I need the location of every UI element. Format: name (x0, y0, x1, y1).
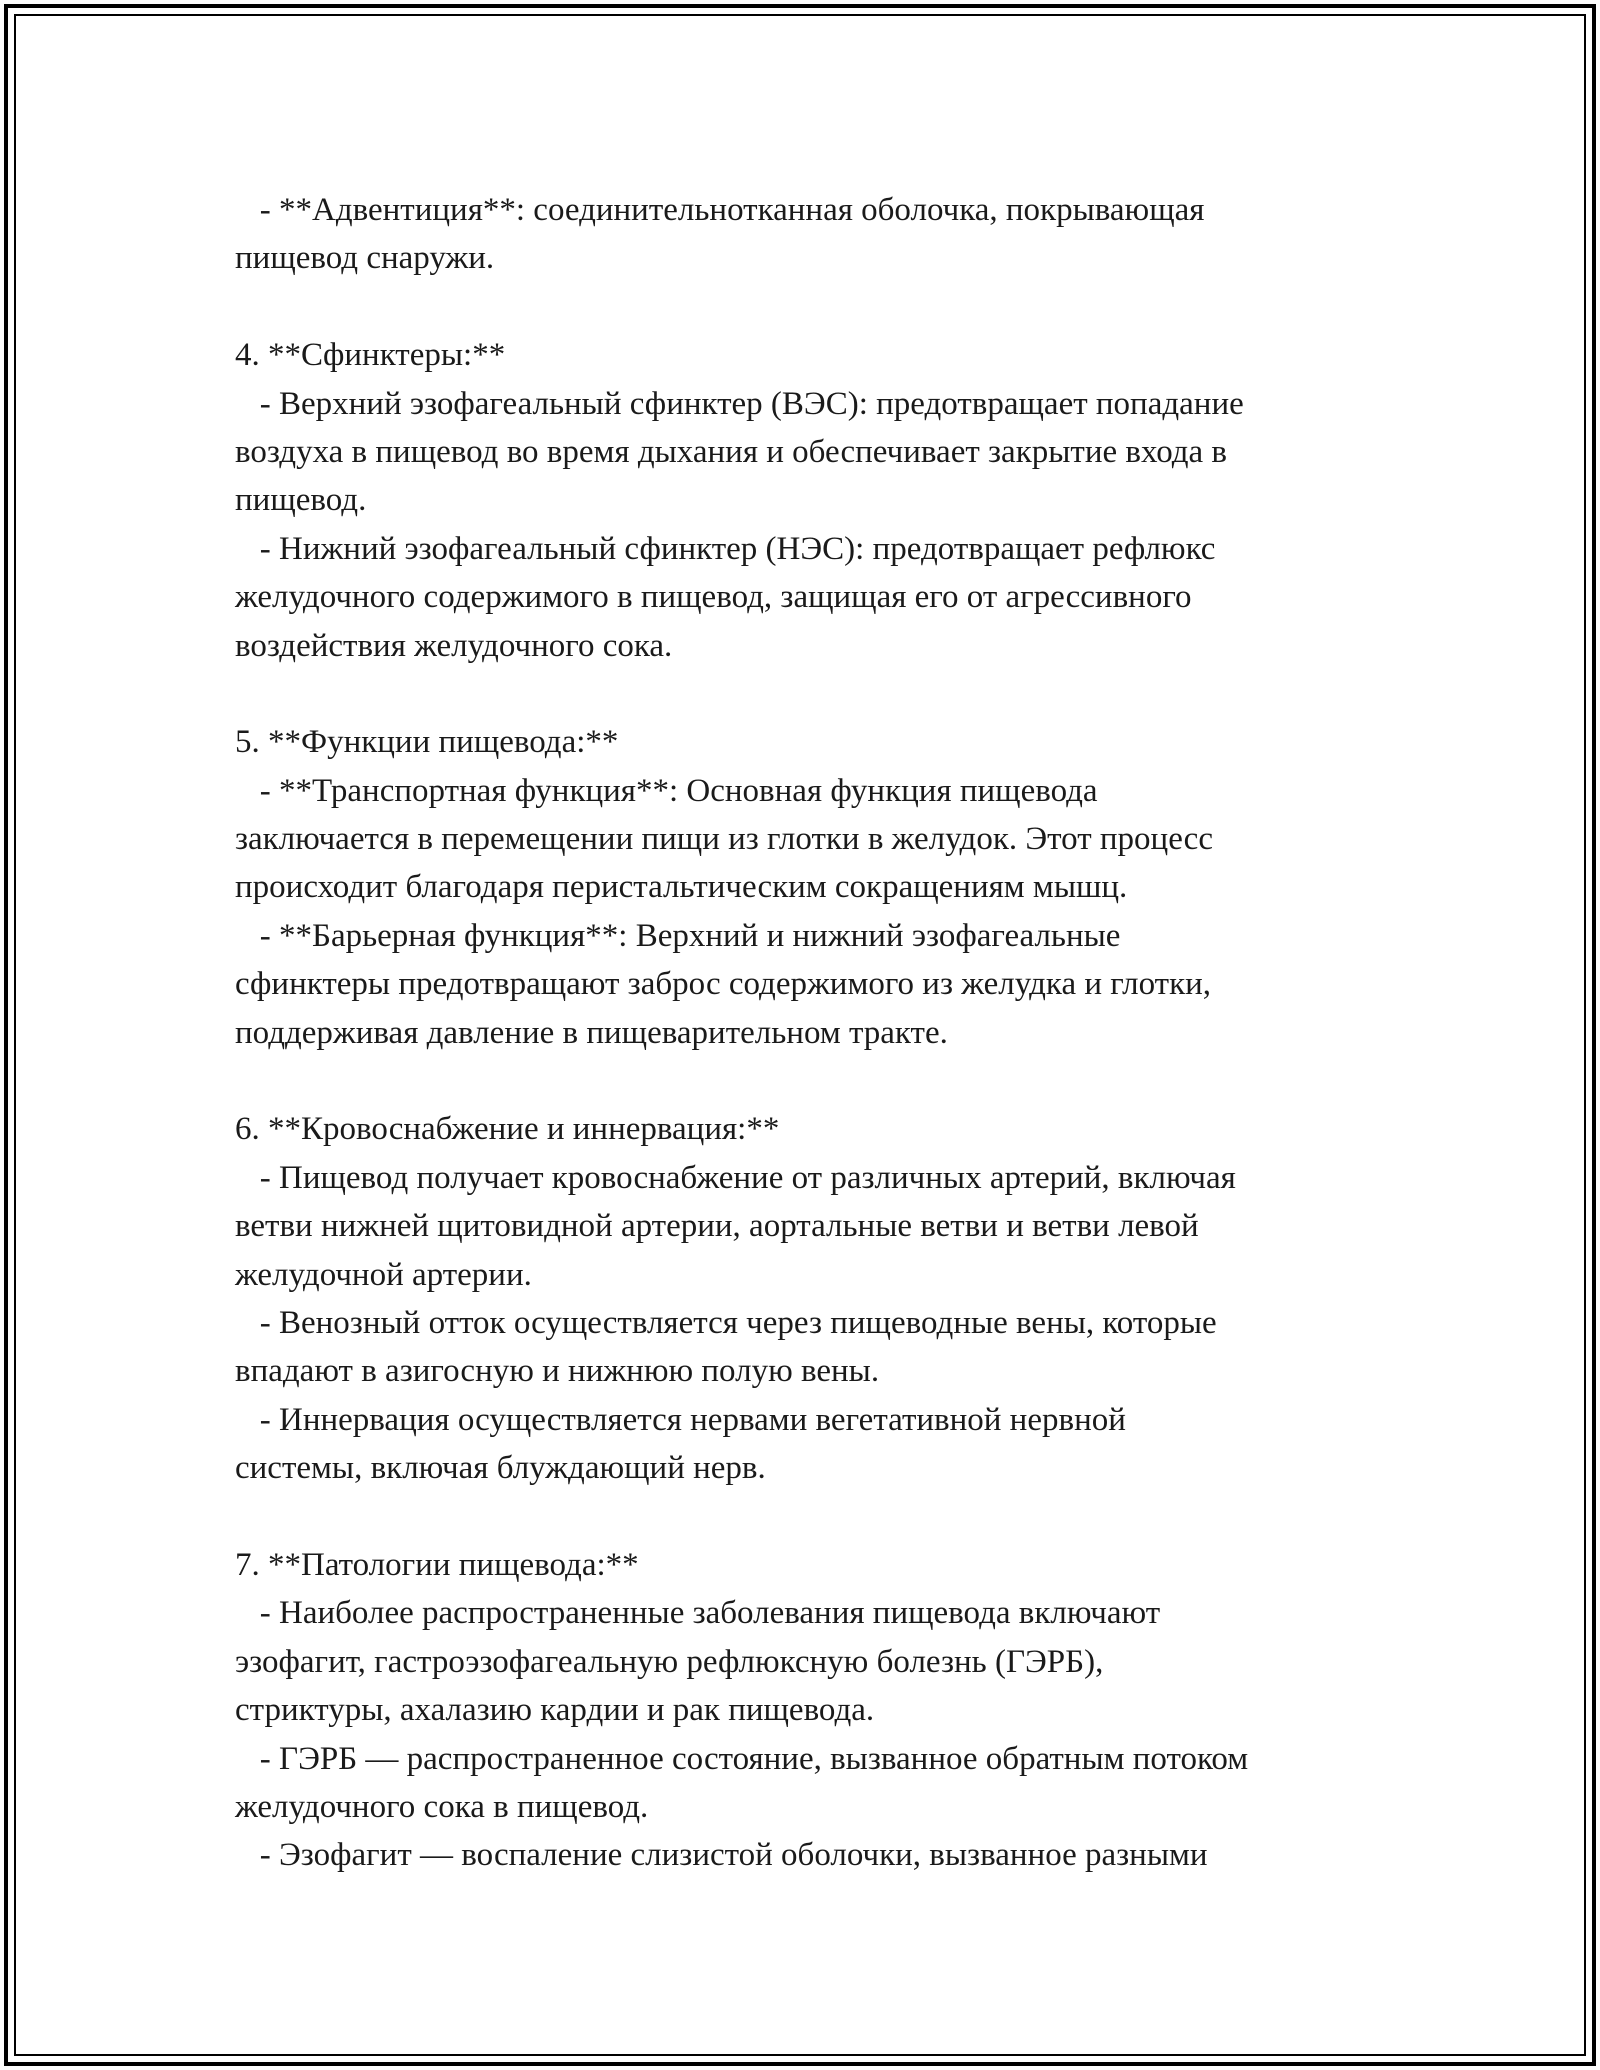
text-line: - Наиболее распространенные заболевания пищевода включают (235, 1595, 1161, 1632)
text-line: пищевод. (235, 482, 367, 519)
blank-line (235, 1057, 1415, 1105)
text-line: - **Барьерная функция**: Верхний и нижний эзофагеальные (235, 917, 1121, 954)
blank-line (235, 1493, 1415, 1541)
text-line: стриктуры, ахалазию кардии и рак пищевода. (235, 1692, 875, 1729)
text-line: системы, включая блуждающий нерв. (235, 1450, 766, 1487)
document-body (235, 186, 1415, 1880)
text-line: - Эзофагит — воспаление слизистой оболочки, вызванное разными (235, 1837, 1208, 1874)
text-line: впадают в азигосную и нижнюю полую вены. (235, 1353, 880, 1390)
text-line: воздуха в пищевод во время дыхания и обеспечивает закрытие входа в (235, 433, 1228, 470)
text-line: 4. **Сфинктеры:** (235, 337, 506, 374)
text-line: происходит благодаря перистальтическим сокращениям мышц. (235, 869, 1128, 906)
text-line: воздействия желудочного сока. (235, 627, 673, 664)
blank-line (235, 283, 1415, 331)
text-line: поддерживая давление в пищеварительном тракте. (235, 1014, 948, 1051)
text-line: - **Транспортная функция**: Основная функция пищевода (235, 772, 1098, 809)
text-line: желудочной артерии. (235, 1256, 532, 1293)
text-line: 6. **Кровоснабжение и иннервация:** (235, 1111, 780, 1148)
text-line: желудочного сока в пищевод. (235, 1788, 649, 1825)
text-line: ветви нижней щитовидной артерии, аортальные ветви и ветви левой (235, 1208, 1199, 1245)
text-line: - Пищевод получает кровоснабжение от различных артерий, включая (235, 1159, 1236, 1196)
text-line: - ГЭРБ — распространенное состояние, вызванное обратным потоком (235, 1740, 1249, 1777)
text-line: эзофагит, гастроэзофагеальную рефлюксную болезнь (ГЭРБ), (235, 1643, 1104, 1680)
blank-line (235, 670, 1415, 718)
text-line: - Верхний эзофагеальный сфинктер (ВЭС): предотвращает попадание (235, 385, 1244, 422)
text-line: заключается в перемещении пищи из глотки в желудок. Этот процесс (235, 821, 1213, 858)
text-line: 7. **Патологии пищевода:** (235, 1546, 639, 1583)
text-line: - **Адвентиция**: соединительнотканная оболочка, покрывающая (235, 192, 1205, 228)
text-line: - Венозный отток осуществляется через пищеводные вены, которые (235, 1304, 1217, 1341)
text-line: - Нижний эзофагеальный сфинктер (НЭС): предотвращает рефлюкс (235, 530, 1216, 567)
text-line: - Иннервация осуществляется нервами вегетативной нервной (235, 1401, 1126, 1438)
text-line: сфинктеры предотвращают заброс содержимого из желудка и глотки, (235, 966, 1212, 1003)
text-line: пищевод снаружи. (235, 240, 495, 277)
text-line: желудочного содержимого в пищевод, защищая его от агрессивного (235, 579, 1192, 616)
text-line: 5. **Функции пищевода:** (235, 724, 619, 761)
